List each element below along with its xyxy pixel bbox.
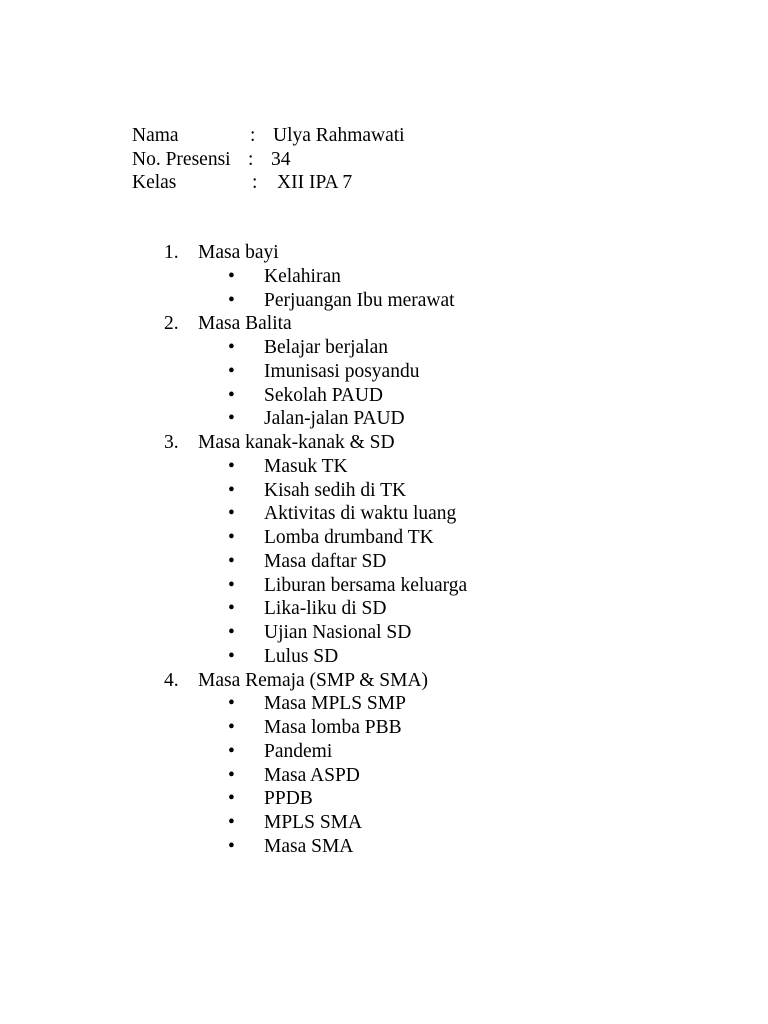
sub-list-item bbox=[0, 455, 768, 479]
sub-list-item-text: Masa SMA bbox=[264, 835, 354, 857]
sub-list-item bbox=[0, 265, 768, 289]
sub-list-item-text: Kelahiran bbox=[264, 265, 341, 287]
list-item-title: Masa Remaja (SMP & SMA) bbox=[198, 669, 429, 691]
bullet-icon: • bbox=[228, 455, 235, 477]
sub-list-item-text: Masa ASPD bbox=[264, 764, 360, 786]
presensi-label: No. Presensi bbox=[132, 149, 231, 170]
sub-list-item-text: Sekolah PAUD bbox=[264, 384, 383, 406]
bullet-icon: • bbox=[228, 645, 235, 667]
bullet-icon: • bbox=[228, 812, 235, 833]
sub-list-item-text: Jalan-jalan PAUD bbox=[264, 408, 405, 430]
list-item bbox=[0, 312, 768, 336]
bullet-icon: • bbox=[228, 764, 235, 786]
sub-list-item-text: Masa lomba PBB bbox=[264, 717, 402, 738]
bullet-icon: • bbox=[228, 527, 235, 548]
list-item bbox=[0, 669, 768, 693]
sub-list-item bbox=[0, 407, 768, 431]
sub-list-item-text: Lulus SD bbox=[264, 645, 339, 667]
sub-list-item bbox=[0, 645, 768, 669]
list-item-number: 1. bbox=[164, 242, 179, 263]
bullet-icon: • bbox=[228, 503, 235, 525]
bullet-icon: • bbox=[228, 265, 235, 287]
sub-list-item-text: Masa daftar SD bbox=[264, 550, 387, 572]
bullet-icon: • bbox=[228, 622, 235, 643]
sub-list-item bbox=[0, 740, 768, 764]
sub-list-item bbox=[0, 550, 768, 574]
sub-list-item bbox=[0, 716, 768, 740]
list-item-number: 4. bbox=[164, 669, 179, 691]
list-item-title: Masa Balita bbox=[198, 313, 292, 335]
sub-list-item bbox=[0, 692, 768, 716]
bullet-icon: • bbox=[228, 740, 235, 762]
name-colon: : bbox=[250, 125, 256, 146]
sub-list-item bbox=[0, 597, 768, 621]
sub-list-item bbox=[0, 787, 768, 811]
sub-list-item bbox=[0, 384, 768, 408]
sub-list-item-text: MPLS SMA bbox=[264, 812, 363, 833]
presensi-colon: : bbox=[248, 149, 254, 170]
sub-list-item bbox=[0, 360, 768, 384]
sub-list-item bbox=[0, 336, 768, 360]
bullet-icon: • bbox=[228, 717, 235, 738]
list-item-number: 3. bbox=[164, 432, 179, 453]
sub-list-item-text: Belajar berjalan bbox=[264, 337, 388, 358]
sub-list-item-text: Aktivitas di waktu luang bbox=[264, 503, 457, 525]
sub-list-item bbox=[0, 289, 768, 313]
sub-list-item-text: Ujian Nasional SD bbox=[264, 622, 412, 643]
kelas-label: Kelas bbox=[132, 172, 177, 193]
kelas-value: XII IPA 7 bbox=[277, 172, 353, 193]
sub-list-item-text: Masa MPLS SMP bbox=[264, 693, 406, 715]
sub-list-item-text: Imunisasi posyandu bbox=[264, 360, 420, 382]
sub-list-item bbox=[0, 526, 768, 550]
sub-list-item-text: Masuk TK bbox=[264, 455, 348, 477]
sub-list-item bbox=[0, 479, 768, 503]
list-item bbox=[0, 431, 768, 455]
bullet-icon: • bbox=[228, 337, 235, 358]
list-item bbox=[0, 241, 768, 265]
sub-list-item bbox=[0, 574, 768, 598]
sub-list-item-text: Perjuangan Ibu merawat bbox=[264, 289, 455, 311]
list-item-title: Masa kanak-kanak & SD bbox=[198, 432, 395, 453]
sub-list-item bbox=[0, 502, 768, 526]
bullet-icon: • bbox=[228, 550, 235, 572]
sub-list-item-text: Lomba drumband TK bbox=[264, 527, 434, 548]
bullet-icon: • bbox=[228, 598, 235, 620]
sub-list-item bbox=[0, 811, 768, 835]
bullet-icon: • bbox=[228, 574, 235, 596]
sub-list-item bbox=[0, 835, 768, 859]
sub-list-item-text: Lika-liku di SD bbox=[264, 598, 387, 620]
sub-list-item-text: Pandemi bbox=[264, 740, 333, 762]
bullet-icon: • bbox=[228, 788, 235, 810]
presensi-value: 34 bbox=[271, 149, 291, 170]
name-label: Nama bbox=[132, 125, 179, 146]
sub-list-item-text: PPDB bbox=[264, 788, 313, 810]
sub-list-item bbox=[0, 764, 768, 788]
sub-list-item-text: Liburan bersama keluarga bbox=[264, 574, 468, 596]
bullet-icon: • bbox=[228, 408, 235, 430]
list-item-title: Masa bayi bbox=[198, 242, 279, 263]
bullet-icon: • bbox=[228, 384, 235, 406]
bullet-icon: • bbox=[228, 289, 235, 311]
list-item-number: 2. bbox=[164, 313, 179, 335]
kelas-colon: : bbox=[252, 172, 258, 193]
name-value: Ulya Rahmawati bbox=[273, 125, 405, 146]
bullet-icon: • bbox=[228, 479, 235, 501]
bullet-icon: • bbox=[228, 693, 235, 715]
life-stages-list bbox=[0, 241, 768, 859]
sub-list-item bbox=[0, 621, 768, 645]
bullet-icon: • bbox=[228, 835, 235, 857]
bullet-icon: • bbox=[228, 360, 235, 382]
sub-list-item-text: Kisah sedih di TK bbox=[264, 479, 407, 501]
